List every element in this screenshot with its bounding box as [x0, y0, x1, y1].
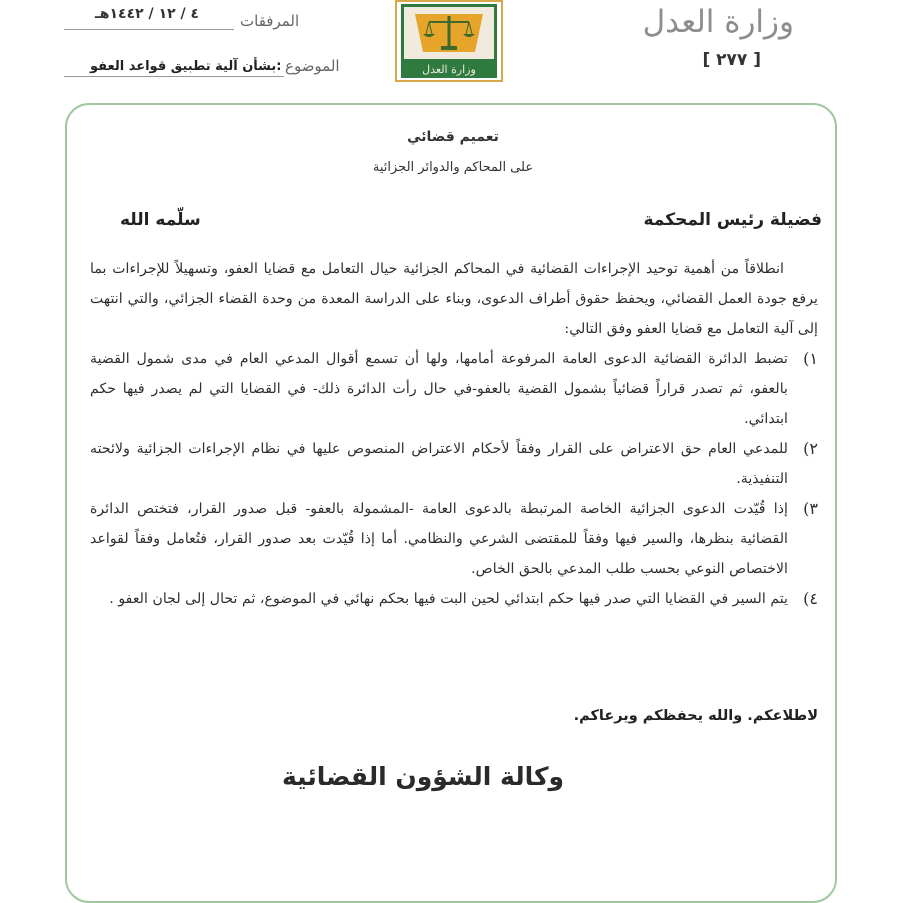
- item-text: يتم السير في القضايا التي صدر فيها حكم ابتدائي لحين البت فيها بحكم نهائي في الموضوع، ثم تحال إلى لجان العفو .: [109, 591, 788, 607]
- item-number: ٣): [803, 499, 818, 518]
- item-text: إذا قُيّدت الدعوى الجزائية الخاصة المرتبطة بالدعوى العامة -المشمولة بالعفو- قبل صدور القرار، فتختص الدائرة القضائية بنظرها، والسير فيها وفقاً للمقتضى الشرعي والنظامي. أما إذا قُيّدت بعد صدور القرار، فتُعامل وفقاً لقواعد الاختصاص النوعي بحسب طلب المدعي بالحق الخاص.: [90, 501, 788, 577]
- ministry-logo: [395, 0, 503, 82]
- attachments-label: المرفقات: [240, 12, 300, 30]
- list-item: [90, 584, 818, 614]
- letter-body: [90, 254, 818, 614]
- addressee: فضيلة رئيس المحكمة: [643, 210, 822, 230]
- subject-text: :بشأن آلية تطبيق قواعد العفو: [90, 59, 282, 74]
- intro-paragraph: انطلاقاً من أهمية توحيد الإجراءات القضائية في المحاكم الجزائية حيال التعامل مع قضايا العفو، وتسهيلاً للإجراءات بما يرفع جودة العمل القضائي، ويحفظ حقوق أطراف الدعوى، وبناء على الدراسة المعدة من وحدة القضاء الجزائي، والتي انتهت إلى آلية التعامل مع قضايا العفو وفق التالي:: [90, 261, 818, 337]
- subject-label: الموضوع: [285, 57, 340, 75]
- item-number: ٢): [803, 439, 818, 458]
- logo-text: وزارة العدل: [422, 63, 476, 76]
- item-number: ١): [803, 349, 818, 368]
- list-item: [90, 434, 818, 494]
- blessing: سلّمه الله: [120, 210, 201, 230]
- subject-line: [64, 76, 284, 77]
- item-text: تضبط الدائرة القضائية الدعوى العامة المرفوعة أمامها، ولها أن تسمع أقوال المدعي العام في مدى شمول القضية بالعفو، ثم تصدر قراراً قضائياً بشمول القضية بالعفو-في حال رأت الدائرة ذلك- في القضايا التي لم يصدر فيها حكم ابتدائي.: [90, 351, 788, 427]
- attachments-line: [64, 29, 234, 30]
- document-date: ٤ / ١٢ / ١٤٤٢هـ: [95, 6, 200, 22]
- item-number: ٤): [803, 589, 818, 608]
- list-item: [90, 344, 818, 434]
- list-item: [90, 494, 818, 584]
- circular-subtitle: على المحاكم والدوائر الجزائية: [372, 160, 534, 175]
- closing-line: لاطلاعكم. والله يحفظكم ويرعاكم.: [573, 708, 818, 724]
- signature-agency: وكالة الشؤون القضائية: [281, 762, 565, 791]
- document-number: [ ٢٧٧ ]: [702, 50, 761, 70]
- item-text: للمدعي العام حق الاعتراض على القرار وفقاً لأحكام الاعتراض المنصوص عليها في نظام الإجراءات الجزائية ولائحته التنفيذية.: [90, 441, 788, 487]
- circular-title: تعميم قضائي: [407, 129, 499, 145]
- ministry-name: وزارة العدل: [642, 4, 794, 40]
